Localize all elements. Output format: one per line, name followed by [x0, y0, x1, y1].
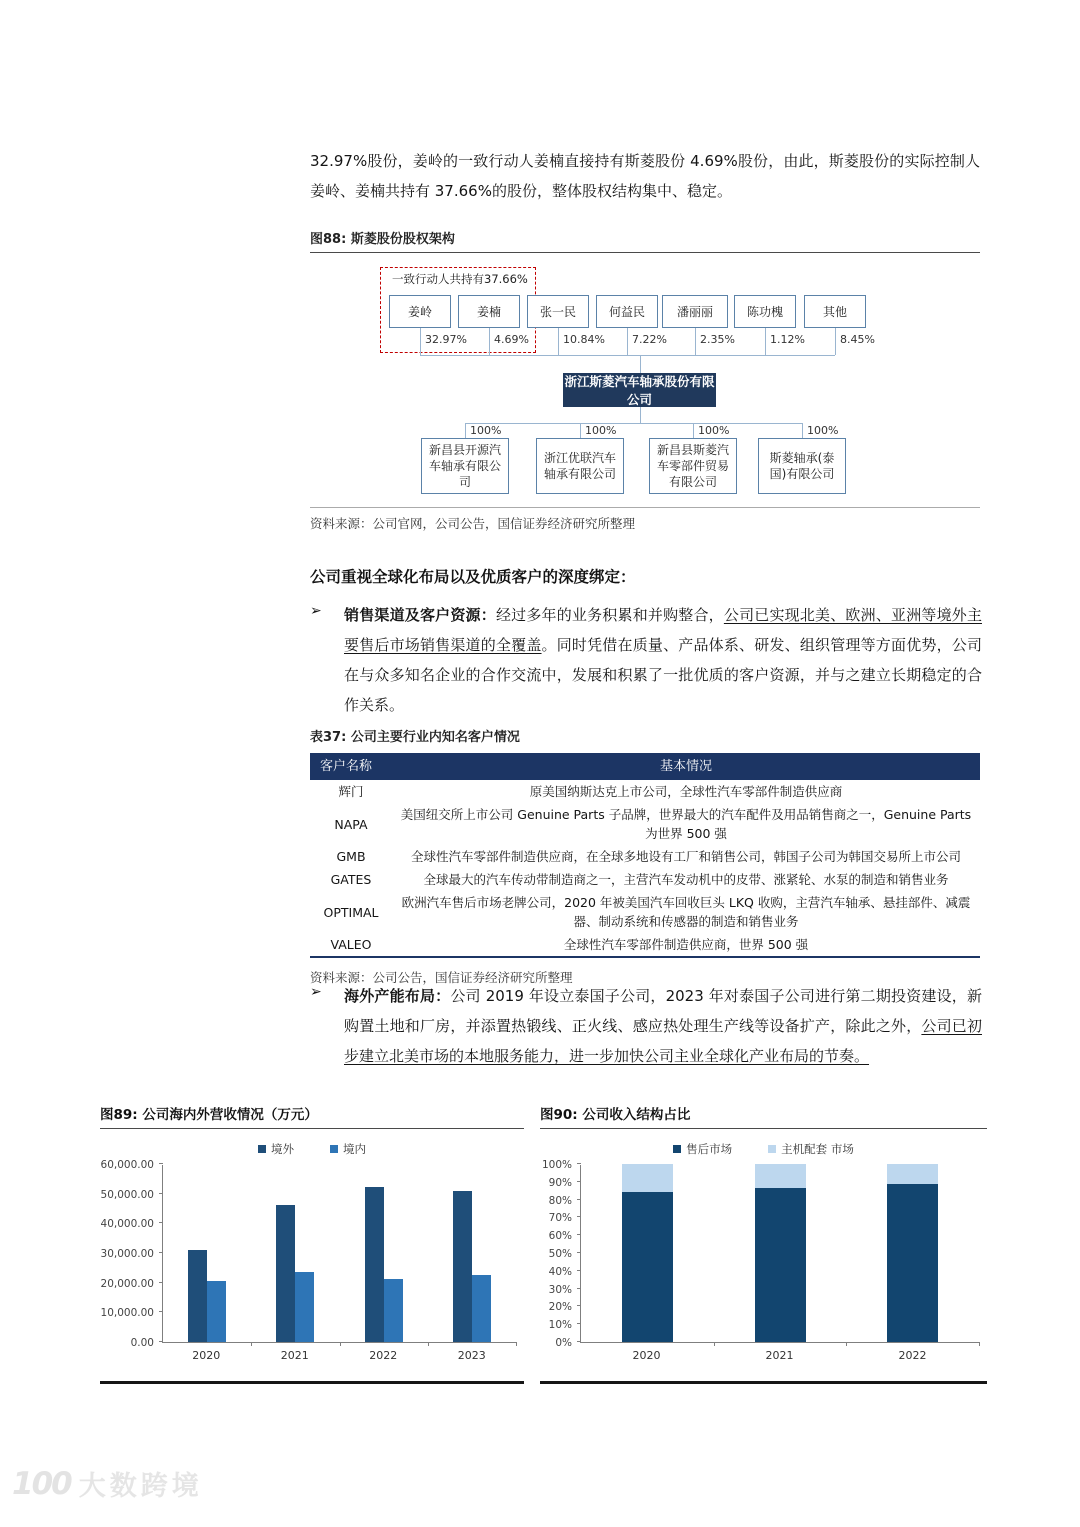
y-tick-label: 70% [548, 1212, 572, 1225]
bullet-lead: 销售渠道及客户资源： [344, 606, 496, 624]
connector-line [580, 423, 581, 438]
segment-主机配套 市场 [887, 1164, 938, 1184]
y-tick [159, 1163, 163, 1164]
connector-line [489, 328, 490, 355]
legend-item: 境外 [258, 1141, 294, 1157]
figure-90-legend [540, 1141, 987, 1157]
x-tick [846, 1342, 847, 1346]
client-info: 美国纽交所上市公司 Genuine Parts 子品牌，世界最大的汽车配件及用品销售商之一，Genuine Parts 为世界 500 强 [400, 807, 972, 841]
y-tick-label: 30% [548, 1283, 572, 1296]
y-tick [577, 1305, 581, 1306]
table-row [310, 868, 980, 891]
y-tick-label: 60% [548, 1230, 572, 1243]
bullet-overseas-capacity-text: 海外产能布局：公司 2019 年设立泰国子公司，2023 年对泰国子公司进行第二期投资建设，新购置土地和厂房，并添置热锻线、正火线、感应热处理生产线等设备扩产，除此之外，公司已初步建立北美市场的本地服务能力，进一步加快公司主业全球化产业布局的节奏。 [344, 987, 982, 1065]
y-axis-labels [100, 1159, 162, 1349]
subsidiary-box: 新昌县斯菱汽车零部件贸易有限公司 [649, 438, 737, 494]
table-header-row [310, 753, 980, 780]
x-tick [714, 1342, 715, 1346]
y-tick-label: 20,000.00 [100, 1277, 154, 1290]
y-tick [159, 1341, 163, 1342]
x-category-label: 2021 [280, 1349, 309, 1362]
bullet-sales-channels-text: 销售渠道及客户资源：经过多年的业务积累和并购整合，公司已实现北美、欧洲、亚洲等境外主要售后市场销售渠道的全覆盖。同时凭借在质量、产品体系、研发、组织管理等方面优势，公司在与众多知名企业的合作交流中，发展和积累了一批优质的客户资源，并与之建立长期稳定的合作关系。 [344, 606, 982, 714]
subsidiary-box: 斯菱轴承(泰国)有限公司 [758, 438, 846, 494]
y-tick-label: 10% [548, 1319, 572, 1332]
y-tick [159, 1282, 163, 1283]
shareholder-box: 何益民 [596, 295, 658, 328]
shareholding-pct: 1.12% [770, 333, 805, 346]
shareholder-box: 其他 [804, 295, 866, 328]
table-row [310, 845, 980, 868]
x-tick [251, 1342, 252, 1346]
y-tick [577, 1270, 581, 1271]
legend-swatch-icon [258, 1145, 266, 1153]
y-tick [577, 1323, 581, 1324]
clients-table [310, 753, 980, 958]
bar-group [714, 1164, 847, 1342]
parent-company-box: 浙江斯菱汽车轴承股份有限公司 [564, 374, 715, 407]
connector-line [640, 407, 641, 423]
bar-group [340, 1187, 428, 1342]
watermark [12, 1464, 203, 1503]
legend-item: 售后市场 [673, 1141, 732, 1157]
segment-售后市场 [887, 1184, 938, 1342]
x-category-label: 2021 [765, 1349, 794, 1362]
ownership-pct: 100% [698, 424, 730, 437]
connector-line [640, 355, 641, 373]
y-tick [577, 1341, 581, 1342]
table-37-source: 资料来源：公司公告，国信证券经济研究所整理 [310, 970, 573, 985]
client-name: GMB [336, 849, 366, 864]
connector-line [693, 423, 694, 438]
y-tick [577, 1181, 581, 1182]
x-category-label: 2023 [457, 1349, 486, 1362]
table-37-title: 表37: 公司主要行业内知名客户情况 [310, 730, 520, 745]
stacked-bar [887, 1164, 938, 1342]
y-tick [577, 1216, 581, 1217]
bar-境内 [384, 1279, 403, 1342]
acting-in-concert-label: 一致行动人共持有37.66% [392, 272, 528, 286]
bar-境内 [472, 1275, 491, 1342]
segment-主机配套 市场 [755, 1164, 806, 1188]
y-tick [577, 1288, 581, 1289]
legend-swatch-icon [330, 1145, 338, 1153]
section-heading: 公司重视全球化布局以及优质客户的深度绑定： [310, 568, 636, 586]
connector-line [465, 423, 802, 424]
client-name: OPTIMAL [323, 904, 379, 920]
y-tick-label: 50,000.00 [100, 1188, 154, 1201]
subsidiary-box: 新昌县开源汽车轴承有限公司 [421, 438, 509, 494]
bullet-arrow-icon: ➢ [310, 984, 322, 1000]
client-name: NAPA [334, 816, 368, 832]
shareholder-box: 潘丽丽 [662, 295, 728, 328]
x-axis-labels [580, 1349, 979, 1362]
figure-88-title: 图88: 斯菱股份股权架构 [310, 228, 980, 253]
segment-售后市场 [622, 1192, 673, 1342]
bullet-overseas-capacity [310, 981, 982, 1071]
table-row [310, 780, 980, 803]
bar-group [846, 1164, 979, 1342]
table-row [310, 933, 980, 957]
shareholding-pct: 10.84% [563, 333, 605, 346]
ownership-pct: 100% [807, 424, 839, 437]
bar-境外 [276, 1205, 295, 1342]
connector-line [802, 423, 803, 438]
connector-line [835, 328, 836, 355]
plot-area [580, 1165, 979, 1343]
x-axis-labels [162, 1349, 516, 1362]
figure-89-legend [100, 1141, 524, 1157]
client-info: 全球性汽车零部件制造供应商，世界 500 强 [563, 937, 809, 952]
legend-swatch-icon [768, 1145, 776, 1153]
x-tick [979, 1342, 980, 1346]
bar-group [581, 1164, 714, 1342]
connector-line [765, 328, 766, 355]
shareholding-pct: 8.45% [840, 333, 875, 346]
bar-境外 [188, 1250, 207, 1342]
stacked-bar [755, 1164, 806, 1342]
y-tick-label: 0% [555, 1337, 572, 1349]
table-37 [310, 726, 980, 986]
y-tick-label: 10,000.00 [100, 1307, 154, 1320]
figure-89-title: 图89: 公司海内外营收情况（万元） [100, 1103, 524, 1129]
bar-group [428, 1191, 516, 1342]
header-client-name: 客户名称 [310, 753, 392, 780]
shareholder-box: 姜楠 [458, 295, 520, 328]
shareholder-box: 张一民 [527, 295, 589, 328]
connector-line [627, 328, 628, 355]
ownership-pct: 100% [470, 424, 502, 437]
x-tick [428, 1342, 429, 1346]
figure-88-source: 资料来源：公司官网，公司公告，国信证券经济研究所整理 [310, 507, 980, 532]
shareholding-pct: 4.69% [494, 333, 529, 346]
y-tick-label: 30,000.00 [100, 1248, 154, 1260]
client-info: 原美国纳斯达克上市公司，全球性汽车零部件制造供应商 [529, 784, 843, 799]
x-category-label: 2020 [632, 1349, 661, 1362]
bar-group [251, 1205, 339, 1342]
x-tick [516, 1342, 517, 1346]
y-tick [159, 1311, 163, 1312]
stacked-bar [622, 1164, 673, 1342]
bar-境内 [207, 1281, 226, 1342]
client-name: GATES [330, 872, 372, 887]
figure-89-chart [100, 1103, 524, 1384]
y-tick-label: 40,000.00 [100, 1218, 154, 1231]
y-tick-label: 50% [548, 1248, 572, 1260]
connector-line [420, 328, 421, 355]
y-tick [577, 1199, 581, 1200]
connector-line [420, 355, 835, 356]
x-category-label: 2020 [192, 1349, 221, 1362]
shareholder-box: 姜岭 [389, 295, 451, 328]
y-tick-label: 100% [541, 1159, 572, 1171]
segment-售后市场 [755, 1188, 806, 1342]
bar-境外 [453, 1191, 472, 1342]
x-category-label: 2022 [898, 1349, 927, 1362]
shareholding-pct: 2.35% [700, 333, 735, 346]
y-tick-label: 60,000.00 [100, 1159, 154, 1171]
x-tick [340, 1342, 341, 1346]
segment-主机配套 市场 [622, 1164, 673, 1192]
legend-item: 主机配套 市场 [768, 1141, 854, 1157]
bar-group [163, 1250, 251, 1342]
client-info: 全球最大的汽车传动带制造商之一，主营汽车发动机中的皮带、涨紧轮、水泵的制造和销售业务 [423, 872, 949, 887]
bar-境内 [295, 1272, 314, 1342]
y-tick-label: 40% [548, 1265, 572, 1278]
connector-line [695, 328, 696, 355]
x-category-label: 2022 [369, 1349, 398, 1362]
equity-structure-diagram [310, 263, 980, 499]
client-name: 辉门 [338, 784, 364, 799]
intro-paragraph: 32.97%股份，姜岭的一致行动人姜楠直接持有斯菱股份 4.69%股份，由此，斯菱股份的实际控制人姜岭、姜楠共持有 37.66%的股份，整体股权结构集中、稳定。 [310, 152, 980, 200]
bullet-arrow-icon: ➢ [310, 603, 322, 619]
client-info: 欧洲汽车售后市场老牌公司，2020 年被美国汽车回收巨头 LKQ 收购，主营汽车轴承、悬挂部件、减震器、制动系统和传感器的制造和销售业务 [401, 895, 971, 929]
client-info: 全球性汽车零部件制造供应商，在全球多地设有工厂和销售公司，韩国子公司为韩国交易所上市公司 [410, 849, 961, 864]
figure-88 [310, 228, 980, 532]
bar-境外 [365, 1187, 384, 1342]
watermark-text: 大数跨境 [78, 1471, 203, 1502]
connector-line [558, 328, 559, 355]
bullet-sales-channels [310, 600, 982, 720]
connector-line [465, 423, 466, 438]
y-tick [577, 1252, 581, 1253]
legend-item: 境内 [330, 1141, 366, 1157]
figure-90-title: 图90: 公司收入结构占比 [540, 1103, 987, 1129]
shareholder-box: 陈功槐 [734, 295, 796, 328]
y-tick [159, 1193, 163, 1194]
header-basic-info: 基本情况 [392, 753, 980, 780]
legend-swatch-icon [673, 1145, 681, 1153]
y-tick [577, 1163, 581, 1164]
figure-90-chart [540, 1103, 987, 1384]
watermark-logo: 100 [12, 1465, 71, 1502]
shareholding-pct: 7.22% [632, 333, 667, 346]
y-tick [159, 1222, 163, 1223]
table-row [310, 803, 980, 845]
y-tick-label: 90% [548, 1176, 572, 1189]
shareholding-pct: 32.97% [425, 333, 467, 346]
y-tick [577, 1234, 581, 1235]
y-tick [159, 1252, 163, 1253]
table-row [310, 891, 980, 933]
y-tick-label: 80% [548, 1194, 572, 1207]
bullet-lead: 海外产能布局： [344, 987, 451, 1005]
y-axis-labels [540, 1159, 580, 1349]
y-tick-label: 0.00 [130, 1337, 154, 1349]
y-tick-label: 20% [548, 1301, 572, 1314]
plot-area [162, 1165, 516, 1343]
client-name: VALEO [330, 937, 372, 952]
ownership-pct: 100% [585, 424, 617, 437]
subsidiary-box: 浙江优联汽车轴承有限公司 [536, 438, 624, 494]
